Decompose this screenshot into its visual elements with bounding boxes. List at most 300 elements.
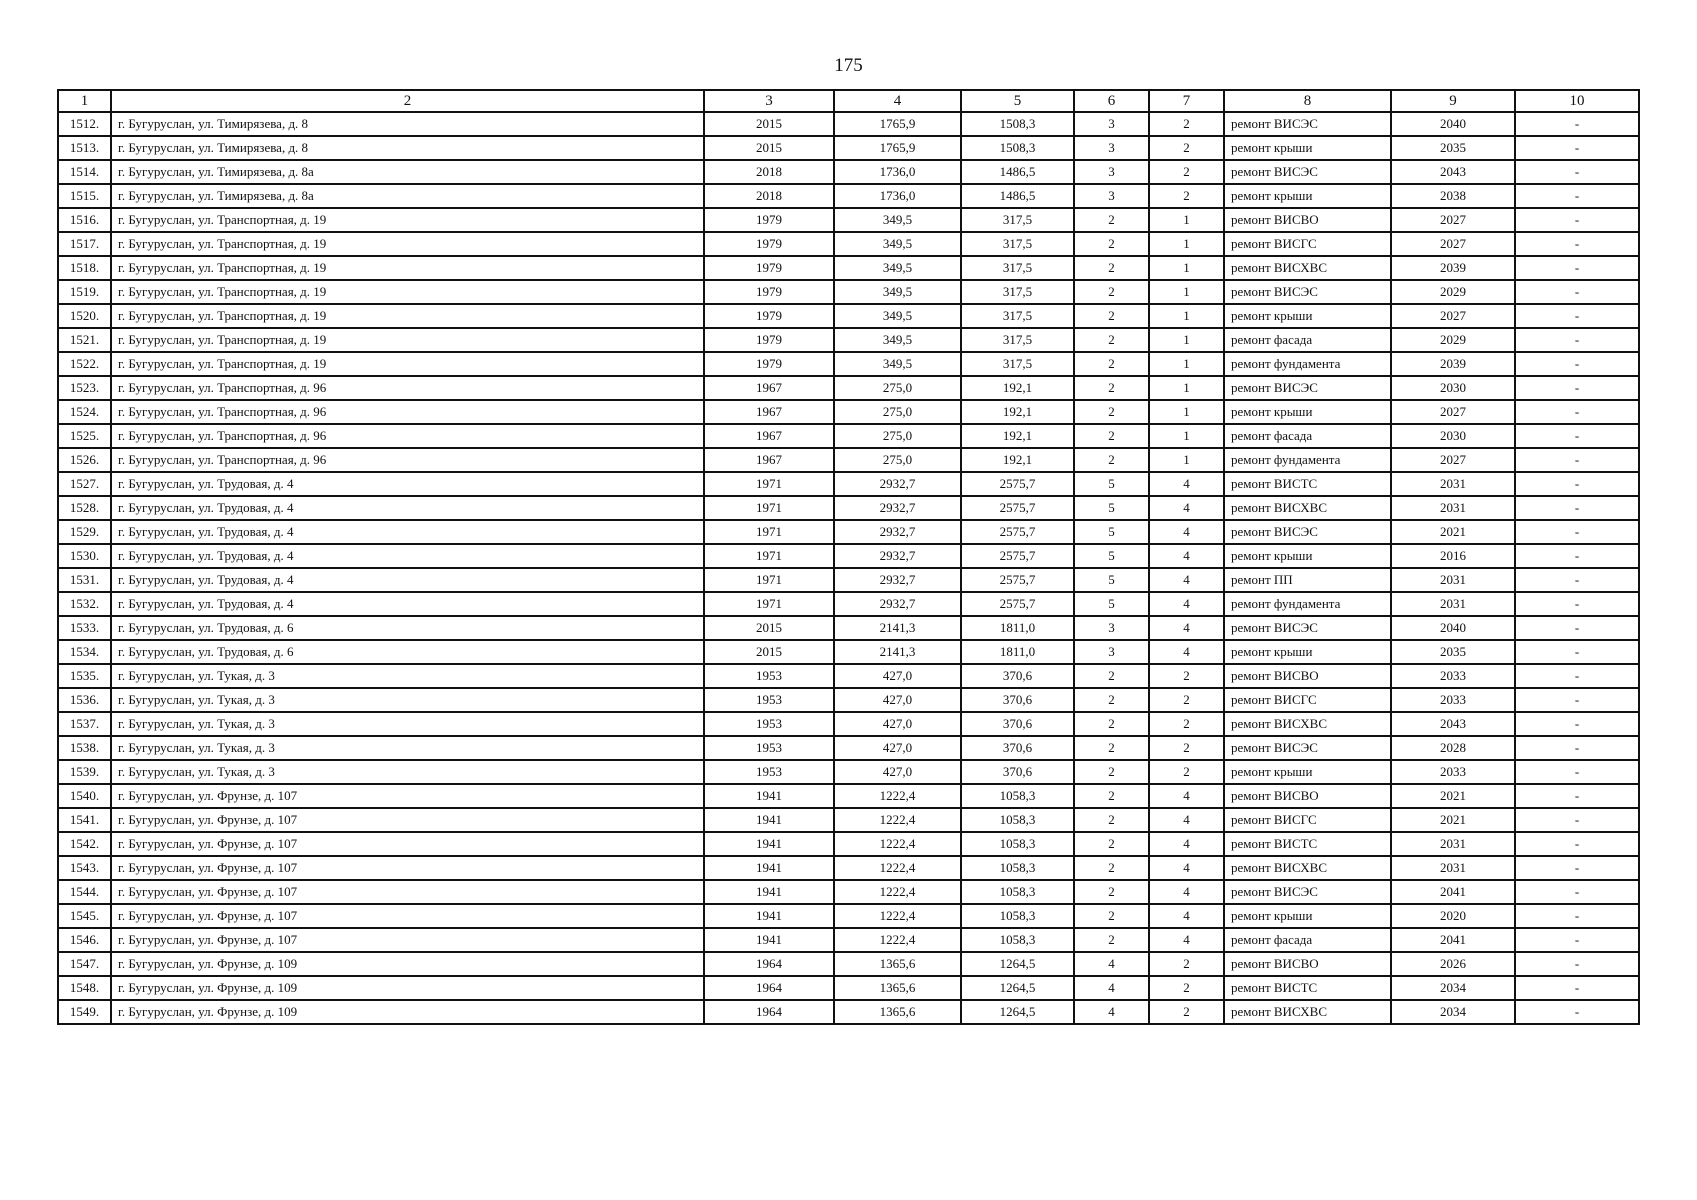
total-area-cell: 2932,7	[834, 520, 961, 544]
note-cell: -	[1515, 664, 1639, 688]
address-cell: г. Бугуруслан, ул. Тимирязева, д. 8	[111, 136, 704, 160]
planned-year-cell: 2026	[1391, 952, 1515, 976]
total-area-cell: 349,5	[834, 256, 961, 280]
planned-year-cell: 2035	[1391, 136, 1515, 160]
work-type-cell: ремонт фундамента	[1224, 592, 1391, 616]
entrances-cell: 1	[1149, 208, 1224, 232]
year-built-cell: 1971	[704, 592, 834, 616]
total-area-cell: 349,5	[834, 352, 961, 376]
living-area-cell: 1058,3	[961, 784, 1074, 808]
entrances-cell: 1	[1149, 232, 1224, 256]
total-area-cell: 1765,9	[834, 112, 961, 136]
total-area-cell: 427,0	[834, 760, 961, 784]
address-cell: г. Бугуруслан, ул. Транспортная, д. 19	[111, 352, 704, 376]
planned-year-cell: 2034	[1391, 976, 1515, 1000]
total-area-cell: 349,5	[834, 328, 961, 352]
total-area-cell: 1365,6	[834, 952, 961, 976]
address-cell: г. Бугуруслан, ул. Транспортная, д. 19	[111, 328, 704, 352]
year-built-cell: 1967	[704, 424, 834, 448]
work-type-cell: ремонт крыши	[1224, 304, 1391, 328]
table-row	[58, 928, 1639, 952]
address-cell: г. Бугуруслан, ул. Транспортная, д. 96	[111, 376, 704, 400]
entrances-cell: 4	[1149, 616, 1224, 640]
entrances-cell: 1	[1149, 424, 1224, 448]
work-type-cell: ремонт крыши	[1224, 184, 1391, 208]
work-type-cell: ремонт ВИСЭС	[1224, 616, 1391, 640]
entrances-cell: 4	[1149, 520, 1224, 544]
note-cell: -	[1515, 568, 1639, 592]
address-cell: г. Бугуруслан, ул. Тукая, д. 3	[111, 664, 704, 688]
entrances-cell: 4	[1149, 928, 1224, 952]
floors-cell: 3	[1074, 640, 1149, 664]
entrances-cell: 2	[1149, 160, 1224, 184]
table-row	[58, 424, 1639, 448]
address-cell: г. Бугуруслан, ул. Фрунзе, д. 107	[111, 928, 704, 952]
floors-cell: 2	[1074, 784, 1149, 808]
floors-cell: 2	[1074, 208, 1149, 232]
address-cell: г. Бугуруслан, ул. Трудовая, д. 6	[111, 616, 704, 640]
total-area-cell: 1222,4	[834, 928, 961, 952]
table-row	[58, 304, 1639, 328]
living-area-cell: 370,6	[961, 664, 1074, 688]
row-number-cell: 1529.	[58, 520, 111, 544]
entrances-cell: 4	[1149, 544, 1224, 568]
planned-year-cell: 2027	[1391, 400, 1515, 424]
table-header-row	[58, 90, 1639, 112]
planned-year-cell: 2030	[1391, 424, 1515, 448]
table-row	[58, 688, 1639, 712]
work-type-cell: ремонт ВИСГС	[1224, 232, 1391, 256]
total-area-cell: 349,5	[834, 304, 961, 328]
row-number-cell: 1514.	[58, 160, 111, 184]
column-header: 2	[111, 90, 704, 112]
work-type-cell: ремонт ВИСЭС	[1224, 736, 1391, 760]
entrances-cell: 4	[1149, 592, 1224, 616]
planned-year-cell: 2043	[1391, 160, 1515, 184]
note-cell: -	[1515, 544, 1639, 568]
work-type-cell: ремонт ВИСХВС	[1224, 712, 1391, 736]
work-type-cell: ремонт фасада	[1224, 328, 1391, 352]
living-area-cell: 2575,7	[961, 520, 1074, 544]
year-built-cell: 1941	[704, 904, 834, 928]
year-built-cell: 1941	[704, 832, 834, 856]
planned-year-cell: 2033	[1391, 664, 1515, 688]
living-area-cell: 1264,5	[961, 952, 1074, 976]
address-cell: г. Бугуруслан, ул. Тимирязева, д. 8а	[111, 184, 704, 208]
row-number-cell: 1523.	[58, 376, 111, 400]
work-type-cell: ремонт крыши	[1224, 136, 1391, 160]
table-row	[58, 760, 1639, 784]
living-area-cell: 1486,5	[961, 184, 1074, 208]
planned-year-cell: 2016	[1391, 544, 1515, 568]
total-area-cell: 1222,4	[834, 808, 961, 832]
total-area-cell: 349,5	[834, 232, 961, 256]
floors-cell: 3	[1074, 184, 1149, 208]
year-built-cell: 2018	[704, 160, 834, 184]
note-cell: -	[1515, 832, 1639, 856]
work-type-cell: ремонт ПП	[1224, 568, 1391, 592]
total-area-cell: 2141,3	[834, 616, 961, 640]
planned-year-cell: 2021	[1391, 808, 1515, 832]
note-cell: -	[1515, 304, 1639, 328]
year-built-cell: 1979	[704, 304, 834, 328]
row-number-cell: 1528.	[58, 496, 111, 520]
table-row	[58, 256, 1639, 280]
floors-cell: 2	[1074, 232, 1149, 256]
address-cell: г. Бугуруслан, ул. Трудовая, д. 4	[111, 520, 704, 544]
total-area-cell: 427,0	[834, 688, 961, 712]
planned-year-cell: 2040	[1391, 112, 1515, 136]
note-cell: -	[1515, 784, 1639, 808]
address-cell: г. Бугуруслан, ул. Фрунзе, д. 107	[111, 880, 704, 904]
table-row	[58, 568, 1639, 592]
floors-cell: 5	[1074, 568, 1149, 592]
living-area-cell: 317,5	[961, 328, 1074, 352]
planned-year-cell: 2031	[1391, 832, 1515, 856]
table-row	[58, 880, 1639, 904]
work-type-cell: ремонт ВИСХВС	[1224, 856, 1391, 880]
planned-year-cell: 2021	[1391, 520, 1515, 544]
living-area-cell: 1486,5	[961, 160, 1074, 184]
entrances-cell: 1	[1149, 376, 1224, 400]
total-area-cell: 1365,6	[834, 976, 961, 1000]
entrances-cell: 2	[1149, 136, 1224, 160]
floors-cell: 2	[1074, 424, 1149, 448]
row-number-cell: 1546.	[58, 928, 111, 952]
note-cell: -	[1515, 712, 1639, 736]
total-area-cell: 2932,7	[834, 544, 961, 568]
living-area-cell: 1058,3	[961, 808, 1074, 832]
note-cell: -	[1515, 112, 1639, 136]
year-built-cell: 1971	[704, 520, 834, 544]
address-cell: г. Бугуруслан, ул. Транспортная, д. 19	[111, 280, 704, 304]
work-type-cell: ремонт ВИСЭС	[1224, 880, 1391, 904]
planned-year-cell: 2021	[1391, 784, 1515, 808]
address-cell: г. Бугуруслан, ул. Фрунзе, д. 107	[111, 784, 704, 808]
column-header: 6	[1074, 90, 1149, 112]
floors-cell: 5	[1074, 496, 1149, 520]
address-cell: г. Бугуруслан, ул. Тимирязева, д. 8а	[111, 160, 704, 184]
work-type-cell: ремонт ВИСЭС	[1224, 160, 1391, 184]
floors-cell: 2	[1074, 880, 1149, 904]
total-area-cell: 1765,9	[834, 136, 961, 160]
year-built-cell: 1941	[704, 808, 834, 832]
note-cell: -	[1515, 496, 1639, 520]
address-cell: г. Бугуруслан, ул. Фрунзе, д. 107	[111, 856, 704, 880]
table-row	[58, 352, 1639, 376]
address-cell: г. Бугуруслан, ул. Фрунзе, д. 109	[111, 952, 704, 976]
work-type-cell: ремонт ВИСХВС	[1224, 496, 1391, 520]
living-area-cell: 1058,3	[961, 880, 1074, 904]
living-area-cell: 317,5	[961, 256, 1074, 280]
living-area-cell: 1811,0	[961, 616, 1074, 640]
entrances-cell: 2	[1149, 688, 1224, 712]
table-row	[58, 208, 1639, 232]
living-area-cell: 192,1	[961, 424, 1074, 448]
row-number-cell: 1535.	[58, 664, 111, 688]
table-row	[58, 808, 1639, 832]
entrances-cell: 1	[1149, 328, 1224, 352]
floors-cell: 5	[1074, 472, 1149, 496]
address-cell: г. Бугуруслан, ул. Тукая, д. 3	[111, 712, 704, 736]
floors-cell: 3	[1074, 616, 1149, 640]
row-number-cell: 1540.	[58, 784, 111, 808]
address-cell: г. Бугуруслан, ул. Тимирязева, д. 8	[111, 112, 704, 136]
address-cell: г. Бугуруслан, ул. Фрунзе, д. 109	[111, 1000, 704, 1024]
address-cell: г. Бугуруслан, ул. Транспортная, д. 96	[111, 400, 704, 424]
note-cell: -	[1515, 328, 1639, 352]
living-area-cell: 370,6	[961, 736, 1074, 760]
note-cell: -	[1515, 904, 1639, 928]
total-area-cell: 275,0	[834, 376, 961, 400]
year-built-cell: 1964	[704, 976, 834, 1000]
entrances-cell: 1	[1149, 280, 1224, 304]
total-area-cell: 2141,3	[834, 640, 961, 664]
year-built-cell: 1967	[704, 376, 834, 400]
floors-cell: 2	[1074, 304, 1149, 328]
living-area-cell: 317,5	[961, 352, 1074, 376]
work-type-cell: ремонт фундамента	[1224, 352, 1391, 376]
table-row	[58, 184, 1639, 208]
entrances-cell: 2	[1149, 760, 1224, 784]
table-row	[58, 400, 1639, 424]
planned-year-cell: 2029	[1391, 280, 1515, 304]
row-number-cell: 1533.	[58, 616, 111, 640]
year-built-cell: 1941	[704, 784, 834, 808]
year-built-cell: 1964	[704, 1000, 834, 1024]
table-row	[58, 904, 1639, 928]
row-number-cell: 1543.	[58, 856, 111, 880]
work-type-cell: ремонт крыши	[1224, 544, 1391, 568]
living-area-cell: 317,5	[961, 232, 1074, 256]
planned-year-cell: 2028	[1391, 736, 1515, 760]
year-built-cell: 1941	[704, 928, 834, 952]
row-number-cell: 1512.	[58, 112, 111, 136]
floors-cell: 2	[1074, 664, 1149, 688]
table-row	[58, 112, 1639, 136]
note-cell: -	[1515, 808, 1639, 832]
entrances-cell: 2	[1149, 952, 1224, 976]
table-row	[58, 328, 1639, 352]
total-area-cell: 2932,7	[834, 568, 961, 592]
total-area-cell: 2932,7	[834, 592, 961, 616]
note-cell: -	[1515, 616, 1639, 640]
row-number-cell: 1538.	[58, 736, 111, 760]
living-area-cell: 2575,7	[961, 568, 1074, 592]
work-type-cell: ремонт ВИСЭС	[1224, 520, 1391, 544]
note-cell: -	[1515, 208, 1639, 232]
floors-cell: 2	[1074, 856, 1149, 880]
floors-cell: 2	[1074, 328, 1149, 352]
column-header: 5	[961, 90, 1074, 112]
entrances-cell: 2	[1149, 976, 1224, 1000]
note-cell: -	[1515, 928, 1639, 952]
planned-year-cell: 2034	[1391, 1000, 1515, 1024]
row-number-cell: 1517.	[58, 232, 111, 256]
note-cell: -	[1515, 688, 1639, 712]
total-area-cell: 1222,4	[834, 832, 961, 856]
floors-cell: 2	[1074, 448, 1149, 472]
living-area-cell: 192,1	[961, 376, 1074, 400]
table-row	[58, 832, 1639, 856]
planned-year-cell: 2043	[1391, 712, 1515, 736]
living-area-cell: 192,1	[961, 448, 1074, 472]
note-cell: -	[1515, 472, 1639, 496]
note-cell: -	[1515, 736, 1639, 760]
year-built-cell: 1941	[704, 880, 834, 904]
note-cell: -	[1515, 184, 1639, 208]
year-built-cell: 1979	[704, 280, 834, 304]
address-cell: г. Бугуруслан, ул. Транспортная, д. 19	[111, 256, 704, 280]
table-row	[58, 616, 1639, 640]
living-area-cell: 1508,3	[961, 136, 1074, 160]
planned-year-cell: 2027	[1391, 304, 1515, 328]
year-built-cell: 1967	[704, 448, 834, 472]
table-row	[58, 664, 1639, 688]
table-row	[58, 448, 1639, 472]
planned-year-cell: 2030	[1391, 376, 1515, 400]
address-cell: г. Бугуруслан, ул. Транспортная, д. 19	[111, 304, 704, 328]
row-number-cell: 1547.	[58, 952, 111, 976]
total-area-cell: 1222,4	[834, 784, 961, 808]
living-area-cell: 2575,7	[961, 544, 1074, 568]
total-area-cell: 275,0	[834, 400, 961, 424]
entrances-cell: 4	[1149, 784, 1224, 808]
row-number-cell: 1537.	[58, 712, 111, 736]
total-area-cell: 275,0	[834, 424, 961, 448]
address-cell: г. Бугуруслан, ул. Трудовая, д. 4	[111, 568, 704, 592]
year-built-cell: 1971	[704, 568, 834, 592]
row-number-cell: 1548.	[58, 976, 111, 1000]
total-area-cell: 427,0	[834, 712, 961, 736]
total-area-cell: 349,5	[834, 280, 961, 304]
address-cell: г. Бугуруслан, ул. Фрунзе, д. 107	[111, 904, 704, 928]
floors-cell: 2	[1074, 280, 1149, 304]
table-row	[58, 376, 1639, 400]
table-row	[58, 520, 1639, 544]
entrances-cell: 2	[1149, 1000, 1224, 1024]
planned-year-cell: 2031	[1391, 472, 1515, 496]
table-row	[58, 496, 1639, 520]
note-cell: -	[1515, 640, 1639, 664]
note-cell: -	[1515, 136, 1639, 160]
planned-year-cell: 2038	[1391, 184, 1515, 208]
table-body	[58, 112, 1639, 1024]
entrances-cell: 1	[1149, 304, 1224, 328]
planned-year-cell: 2039	[1391, 352, 1515, 376]
living-area-cell: 370,6	[961, 688, 1074, 712]
address-cell: г. Бугуруслан, ул. Трудовая, д. 4	[111, 496, 704, 520]
year-built-cell: 2018	[704, 184, 834, 208]
total-area-cell: 427,0	[834, 736, 961, 760]
floors-cell: 2	[1074, 688, 1149, 712]
note-cell: -	[1515, 352, 1639, 376]
planned-year-cell: 2031	[1391, 568, 1515, 592]
total-area-cell: 1736,0	[834, 160, 961, 184]
planned-year-cell: 2031	[1391, 592, 1515, 616]
table-row	[58, 640, 1639, 664]
floors-cell: 2	[1074, 904, 1149, 928]
floors-cell: 2	[1074, 376, 1149, 400]
work-type-cell: ремонт ВИСЭС	[1224, 112, 1391, 136]
row-number-cell: 1542.	[58, 832, 111, 856]
row-number-cell: 1532.	[58, 592, 111, 616]
floors-cell: 5	[1074, 592, 1149, 616]
year-built-cell: 1953	[704, 712, 834, 736]
work-type-cell: ремонт ВИСГС	[1224, 688, 1391, 712]
note-cell: -	[1515, 952, 1639, 976]
total-area-cell: 1365,6	[834, 1000, 961, 1024]
work-type-cell: ремонт крыши	[1224, 760, 1391, 784]
living-area-cell: 370,6	[961, 712, 1074, 736]
year-built-cell: 1953	[704, 688, 834, 712]
row-number-cell: 1534.	[58, 640, 111, 664]
note-cell: -	[1515, 232, 1639, 256]
floors-cell: 2	[1074, 736, 1149, 760]
living-area-cell: 317,5	[961, 280, 1074, 304]
work-type-cell: ремонт ВИСВО	[1224, 208, 1391, 232]
planned-year-cell: 2041	[1391, 928, 1515, 952]
table-row	[58, 136, 1639, 160]
column-header: 3	[704, 90, 834, 112]
work-type-cell: ремонт ВИСХВС	[1224, 1000, 1391, 1024]
total-area-cell: 1222,4	[834, 880, 961, 904]
living-area-cell: 1264,5	[961, 976, 1074, 1000]
work-type-cell: ремонт фасада	[1224, 424, 1391, 448]
note-cell: -	[1515, 424, 1639, 448]
address-cell: г. Бугуруслан, ул. Фрунзе, д. 107	[111, 832, 704, 856]
row-number-cell: 1541.	[58, 808, 111, 832]
total-area-cell: 2932,7	[834, 472, 961, 496]
entrances-cell: 4	[1149, 832, 1224, 856]
entrances-cell: 4	[1149, 808, 1224, 832]
planned-year-cell: 2031	[1391, 496, 1515, 520]
row-number-cell: 1530.	[58, 544, 111, 568]
year-built-cell: 1979	[704, 208, 834, 232]
entrances-cell: 2	[1149, 184, 1224, 208]
note-cell: -	[1515, 1000, 1639, 1024]
row-number-cell: 1536.	[58, 688, 111, 712]
floors-cell: 5	[1074, 544, 1149, 568]
planned-year-cell: 2039	[1391, 256, 1515, 280]
table-row	[58, 472, 1639, 496]
row-number-cell: 1531.	[58, 568, 111, 592]
address-cell: г. Бугуруслан, ул. Транспортная, д. 19	[111, 208, 704, 232]
work-type-cell: ремонт ВИСХВС	[1224, 256, 1391, 280]
note-cell: -	[1515, 760, 1639, 784]
address-cell: г. Бугуруслан, ул. Трудовая, д. 6	[111, 640, 704, 664]
note-cell: -	[1515, 160, 1639, 184]
row-number-cell: 1526.	[58, 448, 111, 472]
year-built-cell: 1964	[704, 952, 834, 976]
column-header: 1	[58, 90, 111, 112]
table-row	[58, 1000, 1639, 1024]
table-row	[58, 160, 1639, 184]
year-built-cell: 1979	[704, 256, 834, 280]
total-area-cell: 427,0	[834, 664, 961, 688]
row-number-cell: 1522.	[58, 352, 111, 376]
living-area-cell: 1058,3	[961, 904, 1074, 928]
address-cell: г. Бугуруслан, ул. Транспортная, д. 19	[111, 232, 704, 256]
work-type-cell: ремонт ВИСЭС	[1224, 376, 1391, 400]
total-area-cell: 349,5	[834, 208, 961, 232]
row-number-cell: 1518.	[58, 256, 111, 280]
planned-year-cell: 2020	[1391, 904, 1515, 928]
planned-year-cell: 2033	[1391, 688, 1515, 712]
work-type-cell: ремонт фасада	[1224, 928, 1391, 952]
total-area-cell: 1222,4	[834, 904, 961, 928]
address-cell: г. Бугуруслан, ул. Трудовая, д. 4	[111, 544, 704, 568]
